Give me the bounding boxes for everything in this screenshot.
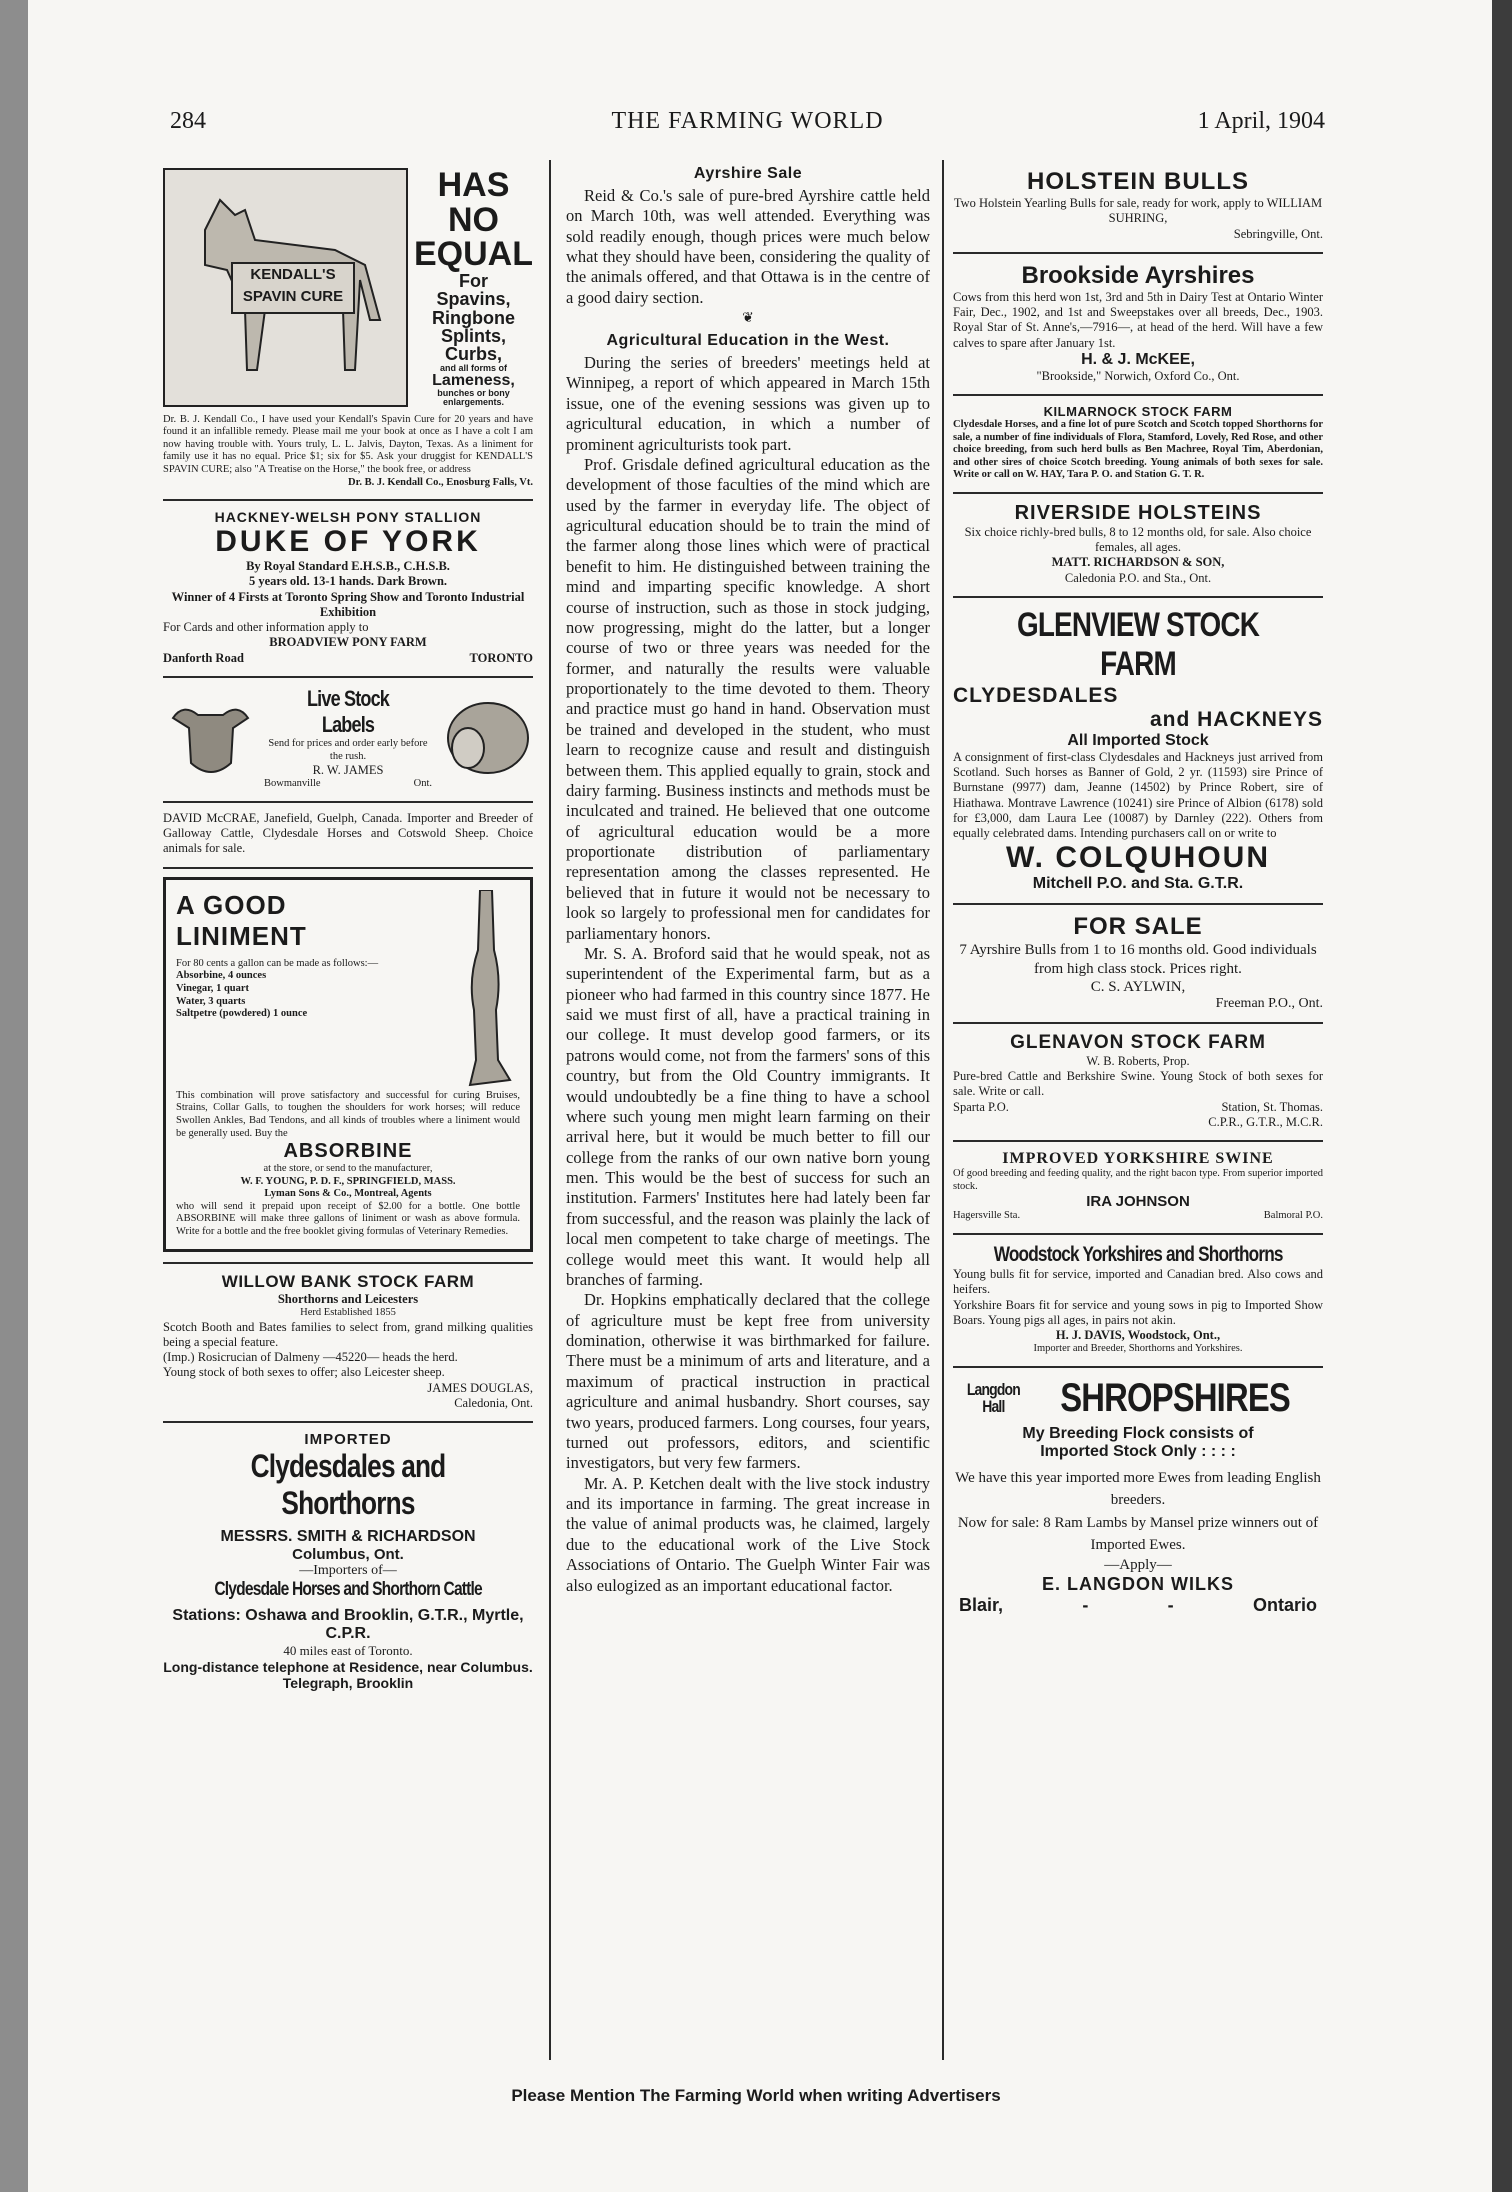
liniment-maker: W. F. YOUNG, P. D. F., SPRINGFIELD, MASS. bbox=[240, 1175, 456, 1187]
brookside-title: Brookside Ayrshires bbox=[1021, 261, 1255, 289]
pony-farm: BROADVIEW PONY FARM bbox=[269, 635, 427, 650]
kendall-for: For bbox=[459, 271, 488, 292]
shrop-blair: Blair, bbox=[959, 1594, 1004, 1615]
horse-leg-icon bbox=[450, 890, 520, 1090]
pony-name: DUKE OF YORK bbox=[215, 525, 481, 559]
willow-p3: Young stock of both sexes to offer; also Leicester sheep. bbox=[163, 1365, 445, 1380]
riverside-body: Six choice richly-bred bulls, 8 to 12 months old, for sale. Also choice females, all ages. bbox=[964, 524, 1312, 555]
woodstock-desc: Importer and Breeder, Shorthorns and Yorkshires. bbox=[1033, 1343, 1243, 1355]
article-heading-education: Agricultural Education in the West. bbox=[606, 332, 890, 350]
left-column bbox=[163, 160, 533, 2060]
liniment-agents: Lyman Sons & Co., Montreal, Agents bbox=[264, 1188, 432, 1200]
kilmarnock-body: Clydesdale Horses, and a fine lot of pure Scotch and Scotch topped Shorthorns for sale, a number of fine individuals of Flora, Stamford, Lovely, Red Rose, and other choice breeding, from such herd bulls as Ben Machree, Royal Tim, Aberdonian, and other sires of choice Scotch breeding. Young animals of both sexes for sale. Write or call on W. HAY, Tara P. O. and Station G. T. R. bbox=[953, 419, 1323, 481]
brookside-addr: "Brookside," Norwich, Oxford Co., Ont. bbox=[1036, 368, 1240, 383]
pony-stallion-ad bbox=[163, 501, 533, 678]
scan-left-edge bbox=[0, 0, 28, 2192]
scan-right-edge bbox=[1492, 0, 1512, 2192]
article-heading-ayrshire: Ayrshire Sale bbox=[693, 165, 803, 182]
glenview-addr: Mitchell P.O. and Sta. G.T.R. bbox=[1032, 875, 1244, 893]
glenview-l2: and HACKNEYS bbox=[1149, 707, 1323, 731]
shrop-p1: We have this year imported more Ewes from leading English breeders. bbox=[955, 1469, 1321, 1509]
kendall-headline: HAS NO EQUAL bbox=[414, 166, 533, 274]
pony-line-3: Winner of 4 Firsts at Toronto Spring Show and Toronto Industrial Exhibition bbox=[171, 589, 525, 619]
imported-firm: MESSRS. SMITH & RICHARDSON bbox=[220, 1528, 476, 1546]
forsale-body: 7 Ayrshire Bulls from 1 to 16 months old. Good individuals from high class stock. Prices right. bbox=[959, 942, 1317, 978]
willow-p2: (Imp.) Rosicrucian of Dalmeny —45220— heads the herd. bbox=[163, 1350, 458, 1365]
willow-p1: Scotch Booth and Bates families to select from, grand milking qualities being a special feature. bbox=[163, 1319, 533, 1349]
liniment-body: This combination will prove satisfactory and successful for curing Bruises, Strains, Collar Galls, to toughen the shoulders for work horses; will reduce Swollen Ankles, Bad Tendons, and all kinds of troubles where a liniment would be generally used. Buy the bbox=[176, 1089, 520, 1139]
shrop-name: E. LANGDON WILKS bbox=[1042, 1573, 1234, 1594]
kendall-lameness: Lameness, bbox=[432, 371, 515, 389]
pony-kicker: HACKNEY-WELSH PONY STALLION bbox=[214, 509, 482, 526]
glenview-title: GLENVIEW STOCK FARM bbox=[1016, 605, 1260, 683]
riverside-town: Caledonia P.O. and Sta., Ont. bbox=[1064, 570, 1212, 585]
kendall-bunches: bunches or bony enlargements. bbox=[437, 388, 510, 408]
leaf-ornament-icon: ❦ bbox=[742, 311, 754, 326]
forsale-town: Freeman P.O., Ont. bbox=[1215, 995, 1323, 1011]
glenavon-station: Station, St. Thomas. bbox=[1221, 1099, 1323, 1114]
willow-name: JAMES DOUGLAS, bbox=[427, 1380, 533, 1395]
horse-illustration bbox=[163, 168, 408, 407]
smith-richardson-ad bbox=[163, 1423, 533, 1701]
holstein-body: Two Holstein Yearling Bulls for sale, ready for work, apply to WILLIAM SUHRING, bbox=[953, 196, 1323, 226]
kendall-item-3: Splints, bbox=[440, 326, 506, 347]
liniment-product: ABSORBINE bbox=[283, 1140, 413, 1163]
imported-town: Columbus, Ont. bbox=[292, 1546, 404, 1564]
shrop-p2: Now for sale: 8 Ram Lambs by Mansel prize winners out of Imported Ewes. bbox=[957, 1514, 1319, 1554]
woodstock-p1: Young bulls fit for service, imported and Canadian bred. Also cows and heifers. bbox=[953, 1267, 1323, 1297]
article-paragraph: During the series of breeders' meetings held at Winnipeg, a report of which appeared in March 15th issue, one of the evening sessions was given up to agricultural education, in which a number of prominent agriculturists took part. bbox=[566, 353, 930, 454]
shropshires-ad bbox=[953, 1368, 1323, 1626]
article-paragraph: Prof. Grisdale defined agricultural education as the development of those faculties of the mind which are used by the farmer in everyday life. The object of agricultural education should be to train the mind of the farmer along those lines which were of practical benefit to him. He distinguished between training the mind and imparting specific knowledge. A short course of instruction, such as those in stock judging, now progressing, might do the latter, but a longer course of two or three years was needed for the former, and naturally the results were valuable proportionately to the time devoted to them. Theory and practice must go hand in hand. Observation must be trained and developed in the student, who must learn to recognize cause and result and distinguish between them. This applied equally to grain, stock and dairy farming. Business instincts and methods must be inculcated and trained. He believed that one outcome of agricultural education would be a more proportionate distribution of parliamentary representation among the classes represented. He believed that in future it would not be necessary to look so largely to professional men for candidates for parliamentary honors. bbox=[566, 454, 930, 943]
glenview-body: A consignment of first-class Clydesdales and Hackneys just arrived from Scotland. Such horses as Banner of Gold, 2 yr. (11593) sire Prince of Burnstane (9977) dam, Jeanne (14502) by Prince Robert, sire of Hiathawa. Montrave Lawrence (10241) sire Prince of Albion (6178) sold for £3,000, dam Laura Lee (10087) by Darnley (222). Others from equally celebrated dams. Intending purchasers call on or write to bbox=[953, 749, 1323, 841]
issue-date: 1 April, 1904 bbox=[1197, 108, 1325, 134]
publication-title: THE FARMING WORLD bbox=[611, 108, 884, 134]
mccrae-text: DAVID McCRAE, Janefield, Guelph, Canada. Importer and Breeder of Galloway Cattle, Clydesdale Horses and Cotswold Sheep. Choice animals for sale. bbox=[163, 810, 533, 856]
glenview-name: W. COLQUHOUN bbox=[1006, 841, 1270, 875]
woodstock-name: H. J. DAVIS, Woodstock, Ont., bbox=[1055, 1328, 1221, 1342]
kendall-address: Dr. B. J. Kendall Co., Enosburg Falls, Vt. bbox=[348, 476, 533, 488]
pony-line-1: By Royal Standard E.H.S.B., C.H.S.B. bbox=[246, 559, 450, 574]
forsale-title: FOR SALE bbox=[1073, 913, 1203, 941]
running-header bbox=[170, 108, 1325, 138]
right-column bbox=[953, 160, 1323, 2060]
yorkshire-sta: Hagersville Sta. bbox=[953, 1210, 1021, 1222]
glenavon-body: Pure-bred Cattle and Berkshire Swine. Young Stock of both sexes for sale. Write or call. bbox=[953, 1069, 1323, 1099]
brookside-body: Cows from this herd won 1st, 3rd and 5th in Dairy Test at Ontario Winter Fair, Dec., 1902, and 1st and Sweepstakes over all breeds, Dec., 1903. Royal Star of St. Anne's,—7916—, at head of the herd. Will have a few calves to spare after January 1st. bbox=[953, 289, 1323, 350]
willow-sub: Shorthorns and Leicesters bbox=[277, 1291, 419, 1306]
column-rule-2 bbox=[942, 160, 944, 2060]
labels-town: Bowmanville bbox=[264, 778, 321, 790]
shrop-l1: My Breeding Flock consists of bbox=[1022, 1424, 1254, 1442]
liniment-ingredient: Water, 3 quarts bbox=[176, 995, 246, 1007]
imported-miles: 40 miles east of Toronto. bbox=[283, 1643, 413, 1659]
liniment-title-1: A GOOD bbox=[176, 889, 287, 920]
shrop-dash: - bbox=[1082, 1594, 1089, 1615]
imported-line: Clydesdale Horses and Shorthorn Cattle bbox=[214, 1579, 482, 1601]
holstein-town: Sebringville, Ont. bbox=[1233, 226, 1323, 241]
willow-bank-ad bbox=[163, 1264, 533, 1423]
absorbine-ad bbox=[163, 869, 533, 1264]
imported-imp: —Importers of— bbox=[299, 1563, 397, 1579]
column-rule-1 bbox=[549, 160, 551, 2060]
shrop-l2: Imported Stock Only : : : : bbox=[1040, 1442, 1236, 1460]
kilmarnock-title: KILMARNOCK STOCK FARM bbox=[1043, 404, 1233, 419]
liniment-title-2: LINIMENT bbox=[176, 920, 307, 951]
glenavon-rail: C.P.R., G.T.R., M.C.R. bbox=[1208, 1114, 1323, 1129]
labels-title: Live Stock Labels bbox=[306, 685, 390, 737]
imported-stations: Stations: Oshawa and Brooklin, G.T.R., Myrtle, C.P.R. bbox=[172, 1607, 524, 1643]
glenview-ad bbox=[953, 598, 1323, 906]
yorkshire-body: Of good breeding and feeding quality, and the right bacon type. From superior imported stock. bbox=[953, 1168, 1323, 1192]
kendall-ad bbox=[163, 160, 533, 501]
kendall-small: and all forms of bbox=[439, 362, 507, 373]
labels-name: R. W. JAMES bbox=[312, 763, 384, 778]
liniment-ingredient: Vinegar, 1 quart bbox=[176, 982, 250, 994]
yorkshire-name: IRA JOHNSON bbox=[1086, 1193, 1190, 1211]
liniment-ingredient: Absorbine, 4 ounces bbox=[176, 970, 267, 982]
glenavon-title: GLENAVON STOCK FARM bbox=[1010, 1031, 1266, 1053]
article-column bbox=[566, 160, 930, 2060]
liniment-closing: who will send it prepaid upon receipt of $2.00 for a bottle. One bottle ABSORBINE will make three gallons of liniment or wash as above formula. Write for a bottle and the free booklet giving formulas of Veterinary Remedies. bbox=[176, 1200, 520, 1238]
liniment-ingredient: Saltpetre (powdered) 1 ounce bbox=[176, 1008, 308, 1020]
willow-town: Caledonia, Ont. bbox=[454, 1395, 533, 1410]
riverside-name: MATT. RICHARDSON & SON, bbox=[1051, 555, 1225, 570]
yorkshire-title: IMPROVED YORKSHIRE SWINE bbox=[1002, 1150, 1274, 1168]
yorkshire-swine-ad bbox=[953, 1142, 1323, 1235]
glenavon-ad bbox=[953, 1024, 1323, 1142]
mccrae-ad bbox=[163, 803, 533, 869]
riverside-title: RIVERSIDE HOLSTEINS bbox=[1014, 501, 1262, 524]
woodstock-p2: Yorkshire Boars fit for service and young sows in pig to Imported Show Boars. Young pigs all ages, in pairs not akin. bbox=[953, 1297, 1323, 1327]
page-number: 284 bbox=[170, 108, 206, 134]
imported-kicker: IMPORTED bbox=[304, 1431, 392, 1449]
kendall-plate: KENDALL'S SPAVIN CURE bbox=[231, 262, 355, 314]
kendall-body: Dr. B. J. Kendall Co., I have used your Kendall's Spavin Cure for 20 years and have found it an infallible remedy. Please mail me your book at once as I have a colt I am now having trouble with. Yours truly, L. L. Jalvis, Dayton, Texas. As a liniment for family use it has no equal. Price $1; six for $5. Ask your druggist for KENDALL'S SPAVIN CURE; also "A Treatise on the Horse," the book free, or address bbox=[163, 413, 533, 476]
liniment-intro: For 80 cents a gallon can be made as follows:— bbox=[176, 957, 379, 969]
shrop-dash: - bbox=[1167, 1594, 1174, 1615]
article-paragraph: Mr. S. A. Broford said that he would speak, not as superintendent of the Experimental farm, but as a pioneer who had farmed in this country since 1877. He said we must first of all, have a practical training in our college. It must develop good farmers, or its patrons would come, not from the farmers' sons of this country, but from the Old Country immigrants. It would undoubtedly be a fine thing to have a school where such young men might learn farming on their arrival here, but it would be much better to fill our college from the ranks of our own native born young men. This would be the best of success for such an institution. Farmers' Institutes here had lately been far from successful, and the reason was plainly the lack of local men competent to take charge of meetings. The college would meet this want. It would help all branches of farming. bbox=[566, 943, 930, 1289]
shrop-title: SHROPSHIRES bbox=[1060, 1375, 1291, 1420]
kilmarnock-ad bbox=[953, 396, 1323, 494]
pony-road: Danforth Road bbox=[163, 650, 244, 665]
willow-est: Herd Established 1855 bbox=[300, 1306, 396, 1318]
imported-title: Clydesdales and Shorthorns bbox=[250, 1448, 446, 1522]
holstein-bulls-ad bbox=[953, 160, 1323, 254]
glenview-l1: CLYDESDALES bbox=[953, 683, 1119, 707]
article-paragraph: Dr. Hopkins emphatically declared that the college of agriculture must be kept free from university domination, otherwise it was birthmarked for failure. There must be a minimum of arts and literature, and a maximum of practical instruction in practical agriculture and animal husbandry. Short courses, say two years, produced farmers. Long courses, four years, turned out professors, editors, and scientific investigators, but very few farmers. bbox=[566, 1290, 930, 1473]
riverside-ad bbox=[953, 494, 1323, 598]
kendall-item-1: Spavins, bbox=[436, 289, 511, 310]
shrop-hall-name: Langdon Hall bbox=[966, 1380, 1020, 1417]
glenview-l3: All Imported Stock bbox=[1067, 731, 1209, 749]
holstein-title: HOLSTEIN BULLS bbox=[1027, 168, 1249, 195]
labels-prov: Ont. bbox=[413, 778, 432, 790]
glenavon-prop: W. B. Roberts, Prop. bbox=[1086, 1053, 1190, 1068]
for-sale-ad bbox=[953, 905, 1323, 1024]
article-paragraph: Reid & Co.'s sale of pure-bred Ayrshire cattle held on March 10th, was well attended. Everything was sold readily enough, though prices were much below what they should have been, considering the quality of the animals offered, and that Ottawa is in the centre of a good dairy section. bbox=[566, 185, 930, 307]
shrop-apply: —Apply— bbox=[1104, 1556, 1172, 1573]
sheep-head-icon bbox=[438, 693, 533, 783]
liniment-at: at the store, or send to the manufacturer, bbox=[263, 1163, 433, 1175]
woodstock-ad bbox=[953, 1235, 1323, 1368]
willow-title: WILLOW BANK STOCK FARM bbox=[221, 1271, 475, 1291]
glenavon-po: Sparta P.O. bbox=[953, 1099, 1009, 1114]
kendall-item-4: Curbs, bbox=[444, 344, 502, 365]
shrop-ontario: Ontario bbox=[1252, 1594, 1317, 1615]
pony-line-4: For Cards and other information apply to bbox=[163, 620, 369, 635]
brookside-ad bbox=[953, 254, 1323, 396]
imported-phone: Long-distance telephone at Residence, near Columbus. Telegraph, Brooklin bbox=[163, 1659, 533, 1692]
pony-line-2: 5 years old. 13-1 hands. Dark Brown. bbox=[248, 574, 448, 589]
forsale-name: C. S. AYLWIN, bbox=[1090, 978, 1186, 995]
page-footer: Please Mention The Farming World when writing Advertisers bbox=[511, 2086, 1001, 2105]
kendall-item-2: Ringbone bbox=[432, 307, 515, 328]
livestock-labels-ad bbox=[163, 678, 533, 803]
woodstock-title: Woodstock Yorkshires and Shorthorns bbox=[993, 1243, 1283, 1266]
pony-city: TORONTO bbox=[469, 650, 533, 665]
brookside-name: H. & J. McKEE, bbox=[1081, 350, 1195, 368]
article-paragraph: Mr. A. P. Ketchen dealt with the live stock industry and its importance in farming. The great increase in the value of animal products was, he claimed, largely due to the educational work of the Live Stock Associations of Ontario. The Guelph Winter Fair was also eulogized as an important educational factor. bbox=[566, 1473, 930, 1595]
yorkshire-po: Balmoral P.O. bbox=[1263, 1210, 1323, 1222]
labels-line: Send for prices and order early before the rush. bbox=[268, 737, 428, 762]
bull-head-icon bbox=[163, 693, 258, 783]
